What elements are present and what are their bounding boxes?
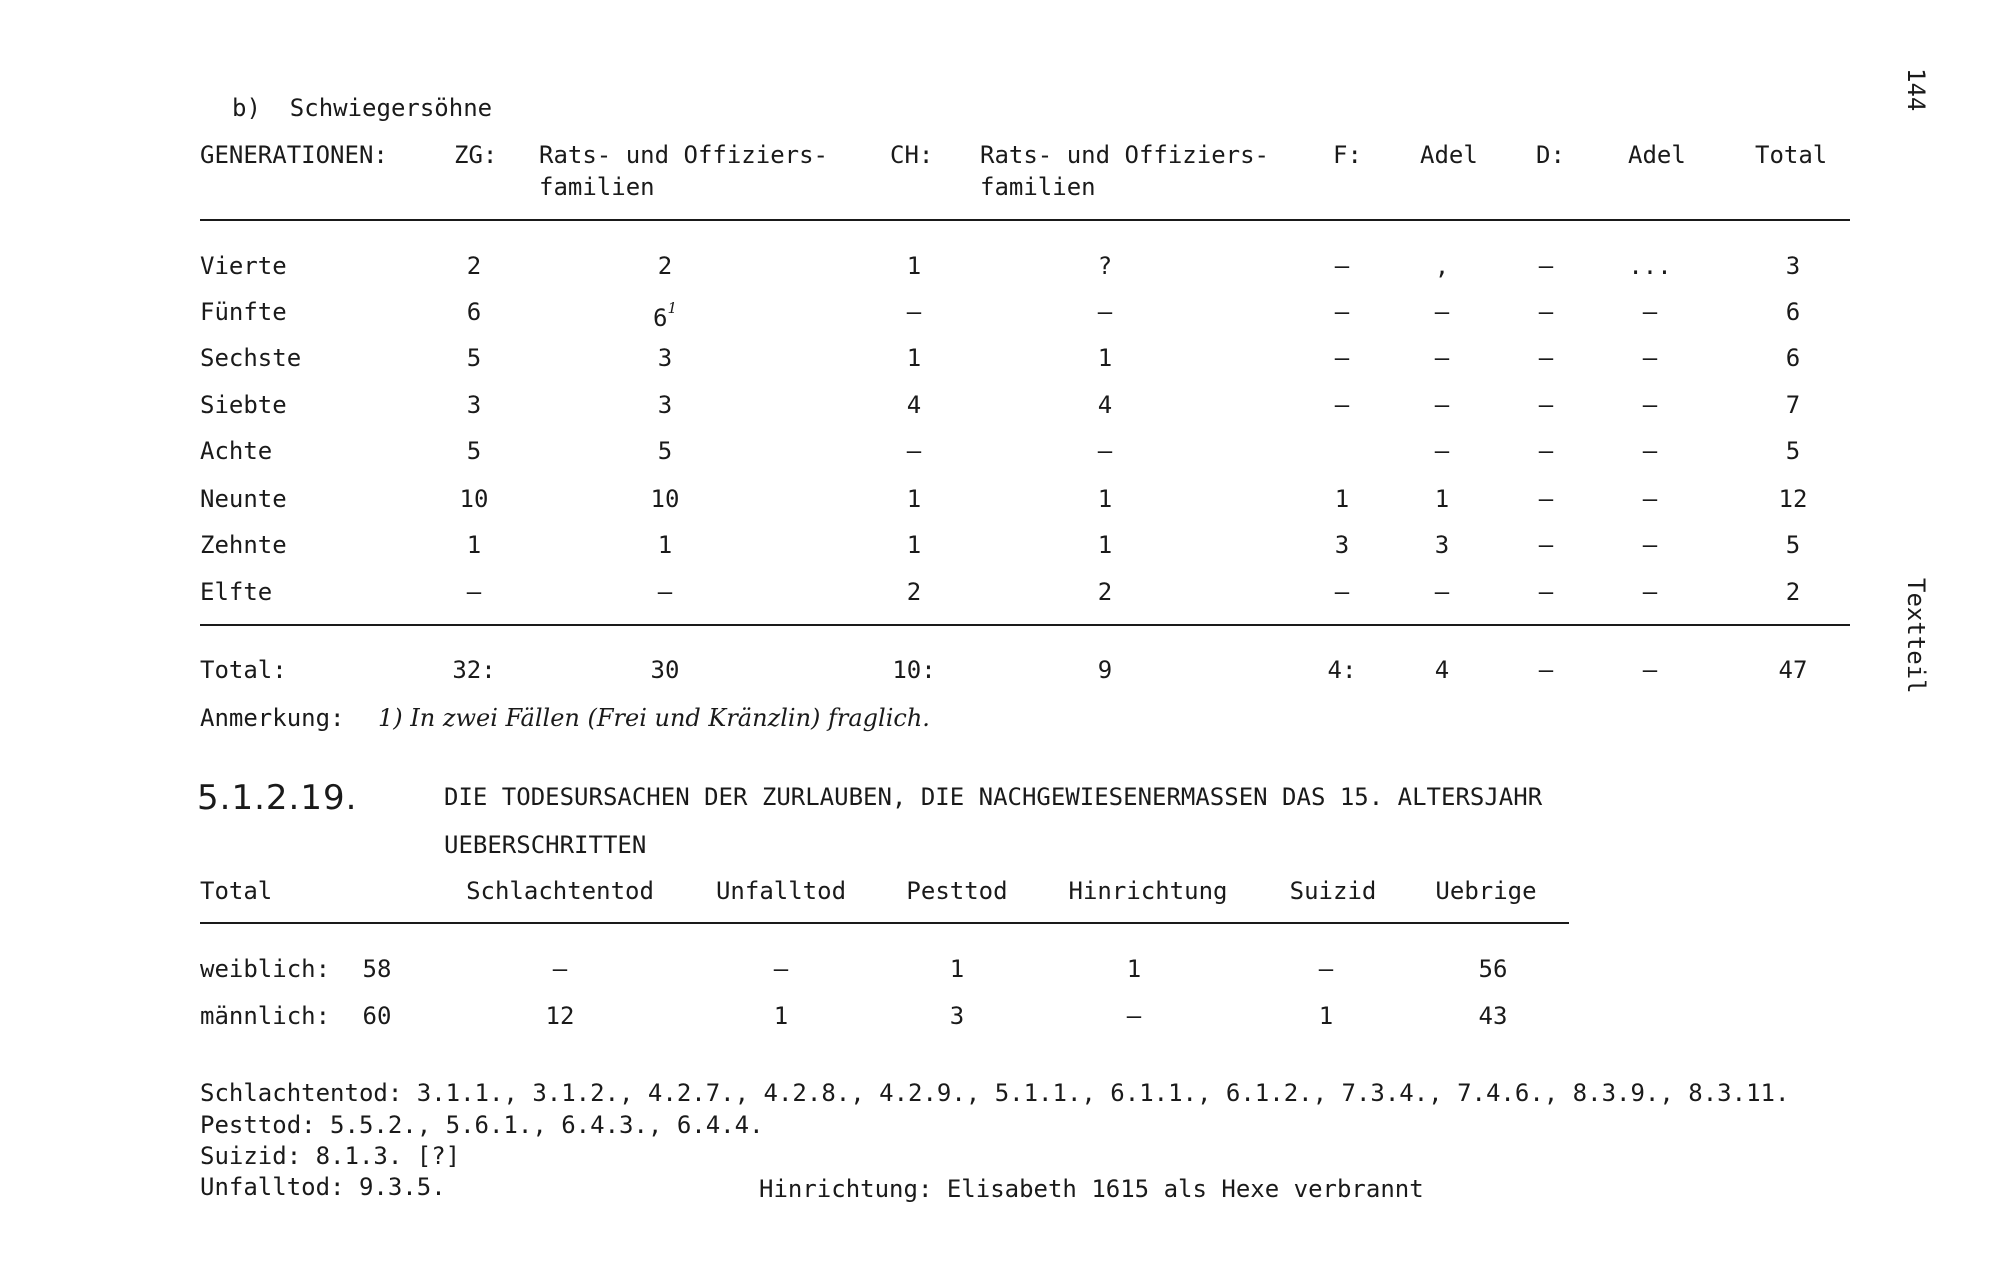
table-cell: ? [1097, 252, 1113, 280]
table-cell: – [552, 955, 568, 983]
column-header-familien-ch: familien [980, 173, 1096, 201]
column-header-f: F: [1333, 141, 1362, 169]
table-cell: 3 [1434, 531, 1450, 559]
total-cell: 4 [1434, 656, 1450, 684]
section-title-line2: UEBERSCHRITTEN [444, 831, 647, 859]
footnote-marker: 1 [667, 299, 677, 317]
note-label: Anmerkung: [200, 704, 345, 732]
total-cell: 30 [650, 656, 680, 684]
row-label: Zehnte [200, 531, 287, 559]
row-total: 60 [362, 1002, 392, 1030]
table-cell: 6 [1785, 298, 1801, 326]
table-cell: 1 [906, 485, 922, 513]
table-cell: – [1334, 344, 1350, 372]
table-cell: – [1434, 344, 1450, 372]
table-cell: – [1642, 578, 1658, 606]
section-title-line1: DIE TODESURSACHEN DER ZURLAUBEN, DIE NACHGEWIESENERMASSEN DAS 15. ALTERSJAHR [444, 783, 1543, 811]
table-cell: 3 [1334, 531, 1350, 559]
table-cell: – [1334, 578, 1350, 606]
row-label: Siebte [200, 391, 287, 419]
table-cell: 1 [466, 531, 482, 559]
table-cell: 2 [1097, 578, 1113, 606]
table-cell: – [1642, 485, 1658, 513]
body-rule [200, 624, 1850, 626]
table-cell: 56 [1478, 955, 1508, 983]
table-cell: 1 [1097, 531, 1113, 559]
margin-label: Textteil [1902, 578, 1930, 694]
table-cell: 5 [466, 344, 482, 372]
note-text: 1) In zwei Fällen (Frei und Kränzlin) fraglich. [378, 704, 930, 732]
table-cell: – [1434, 437, 1450, 465]
table-cell: 4 [1097, 391, 1113, 419]
table-cell: – [1642, 344, 1658, 372]
table-cell: 2 [657, 252, 673, 280]
column-header: Uebrige [1435, 877, 1537, 905]
table-cell: 1 [1097, 485, 1113, 513]
table-cell: 10 [650, 485, 680, 513]
note-line: Pesttod: 5.5.2., 5.6.1., 6.4.3., 6.4.4. [200, 1111, 764, 1139]
table-cell: 3 [1785, 252, 1801, 280]
note-line: Schlachtentod: 3.1.1., 3.1.2., 4.2.7., 4.2.8., 4.2.9., 5.1.1., 6.1.1., 6.1.2., 7.3.4., 7.4.6., 8.3.9., 8.3.11. [200, 1079, 1790, 1107]
note-line: Unfalltod: 9.3.5. [200, 1173, 446, 1201]
table-cell: 1 [657, 531, 673, 559]
table-cell: 12 [545, 1002, 575, 1030]
table-cell: 10 [459, 485, 489, 513]
table-cell: 2 [1785, 578, 1801, 606]
column-header-total: Total [200, 877, 273, 905]
row-label: Fünfte [200, 298, 287, 326]
table-cell: – [1538, 391, 1554, 419]
table-cell: – [906, 298, 922, 326]
total-cell: 47 [1778, 656, 1808, 684]
row-label: weiblich: [200, 955, 331, 983]
table-cell: – [1097, 298, 1113, 326]
table-cell: – [1434, 578, 1450, 606]
table-cell: – [1642, 391, 1658, 419]
table-cell: 3 [466, 391, 482, 419]
table-cell: 1 [906, 252, 922, 280]
table-cell: 5 [466, 437, 482, 465]
table-cell: 1 [906, 344, 922, 372]
table-cell: – [1642, 298, 1658, 326]
total-cell: 10: [892, 656, 936, 684]
table-cell: – [906, 437, 922, 465]
table-cell: – [1434, 391, 1450, 419]
column-header-familien-zg: familien [539, 173, 655, 201]
row-label: Vierte [200, 252, 287, 280]
column-header-ch: CH: [890, 141, 934, 169]
table-cell: 3 [657, 344, 673, 372]
table-cell: – [1538, 344, 1554, 372]
table-cell: 5 [657, 437, 673, 465]
table-cell: 6 [1785, 344, 1801, 372]
column-header-adel-d: Adel [1628, 141, 1686, 169]
table-cell: – [1334, 252, 1350, 280]
column-header-d: D: [1536, 141, 1565, 169]
table-cell: 1 [906, 531, 922, 559]
note-line: Suizid: 8.1.3. [?] [200, 1142, 461, 1170]
total-cell: 4: [1327, 656, 1357, 684]
table-cell: $6^1$ [653, 299, 677, 332]
table-cell: 12 [1778, 485, 1808, 513]
section-number: 5.1.2.19. [197, 778, 358, 818]
column-header-zg: ZG: [454, 141, 498, 169]
total-cell: 32: [452, 656, 496, 684]
table-cell: – [1334, 298, 1350, 326]
column-header: Unfalltod [715, 877, 847, 905]
table-cell: ‚ [1434, 252, 1450, 280]
todes-rule [200, 922, 1569, 924]
table-cell: – [1642, 531, 1658, 559]
table-cell: – [773, 955, 789, 983]
total-cell: – [1538, 656, 1554, 684]
table-cell: – [1126, 1002, 1142, 1030]
row-label: Elfte [200, 578, 273, 606]
column-header: Pesttod [906, 877, 1008, 905]
table-cell: – [657, 578, 673, 606]
table-cell: 3 [657, 391, 673, 419]
total-cell: 9 [1097, 656, 1113, 684]
column-header: Schlachtentod [466, 877, 654, 905]
hinrichtung-note: Hinrichtung: Elisabeth 1615 als Hexe verbrannt [759, 1175, 1424, 1203]
table-cell: 43 [1478, 1002, 1508, 1030]
column-header-rats-ch: Rats- und Offiziers- [980, 141, 1269, 169]
table-cell: 3 [949, 1002, 965, 1030]
table-cell: – [1538, 298, 1554, 326]
table-cell: – [466, 578, 482, 606]
row-label: Neunte [200, 485, 287, 513]
total-cell: – [1642, 656, 1658, 684]
table-cell: ... [1628, 252, 1672, 280]
table-cell: 1 [1097, 344, 1113, 372]
column-header: Suizid [1289, 877, 1377, 905]
table-cell: 1 [773, 1002, 789, 1030]
table-cell: 2 [466, 252, 482, 280]
column-header: Hinrichtung [1068, 877, 1228, 905]
table-cell: – [1538, 485, 1554, 513]
row-label: Sechste [200, 344, 302, 372]
header-rule [200, 219, 1850, 221]
table-cell: 1 [1334, 485, 1350, 513]
section-heading: b) Schwiegersöhne [232, 94, 493, 122]
table-cell: 1 [1318, 1002, 1334, 1030]
row-label: männlich: [200, 1002, 331, 1030]
column-header-generationen: GENERATIONEN: [200, 141, 388, 169]
table-cell: 5 [1785, 531, 1801, 559]
table-cell: – [1318, 955, 1334, 983]
table-cell: – [1538, 578, 1554, 606]
table-cell: 2 [906, 578, 922, 606]
table-cell: 1 [1126, 955, 1142, 983]
table-cell: 5 [1785, 437, 1801, 465]
table-cell: – [1334, 391, 1350, 419]
page-number: 144 [1902, 68, 1930, 112]
table-cell: 4 [906, 391, 922, 419]
column-header-adel-f: Adel [1420, 141, 1478, 169]
column-header-rats-zg: Rats- und Offiziers- [539, 141, 828, 169]
table-cell: – [1642, 437, 1658, 465]
table-cell: 7 [1785, 391, 1801, 419]
column-header-total: Total [1755, 141, 1828, 169]
row-total: 58 [362, 955, 392, 983]
table-cell: – [1538, 252, 1554, 280]
table-cell: 1 [949, 955, 965, 983]
table-cell: – [1538, 531, 1554, 559]
table-cell: – [1434, 298, 1450, 326]
table-cell: 6 [466, 298, 482, 326]
total-label: Total: [200, 656, 287, 684]
table-cell: – [1538, 437, 1554, 465]
table-cell: – [1097, 437, 1113, 465]
row-label: Achte [200, 437, 273, 465]
table-cell: 1 [1434, 485, 1450, 513]
